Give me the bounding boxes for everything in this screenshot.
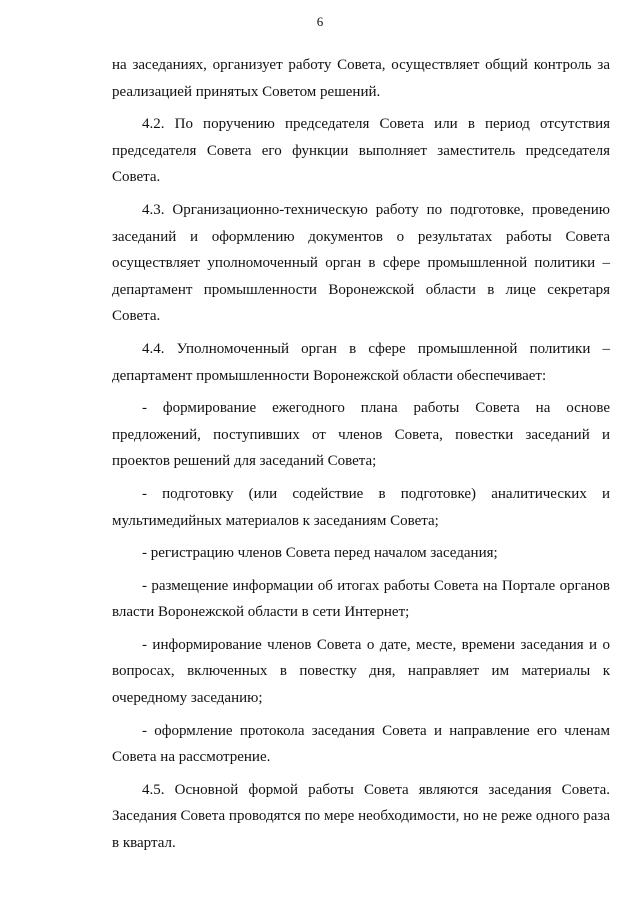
page-number: 6 [316,14,324,29]
paragraph-4-5: 4.5. Основной формой работы Совета являются заседания Совета. Заседания Совета проводятся по мере необходимости, но не реже одного раза в квартал. [112,781,610,852]
list-item-publication: - размещение информации об итогах работы Совета на Портале органов власти Воронежской области в сети Интернет; [112,577,610,621]
list-item-informing: - информирование членов Совета о дате, месте, времени заседания и о вопросах, включенных в повестку дня, направляет им материалы к очередному заседанию; [112,636,610,707]
paragraph-4-4: 4.4. Уполномоченный орган в сфере промышленной политики – департамент промышленности Воронежской области обеспечивает: [112,340,610,384]
list-item-registration: - регистрацию членов Совета перед началом заседания; [142,545,498,562]
document-body [112,52,610,863]
list-item-plan: - формирование ежегодного плана работы Совета на основе предложений, поступивших от членов Совета, повестки заседаний и проектов решений для заседаний Совета; [112,400,610,470]
list-item-protocol: - оформление протокола заседания Совета и направление его членам Совета на рассмотрение. [112,722,610,766]
list-item-materials: - подготовку (или содействие в подготовке) аналитических и мультимедийных материалов к заседаниям Совета; [112,485,610,529]
paragraph-continuation: на заседаниях, организует работу Совета, осуществляет общий контроль за реализацией принятых Советом решений. [112,57,610,100]
paragraph-4-2: 4.2. По поручению председателя Совета или в период отсутствия председателя Совета его функции выполняет заместитель председателя Совета. [112,116,610,186]
paragraph-4-3: 4.3. Организационно-техническую работу по подготовке, проведению заседаний и оформлению документов о результатах работы Совета осуществляет уполномоченный орган в сфере промышленной политики – департамент промышленности Воронежской области в лице секретаря Совета. [112,201,610,325]
